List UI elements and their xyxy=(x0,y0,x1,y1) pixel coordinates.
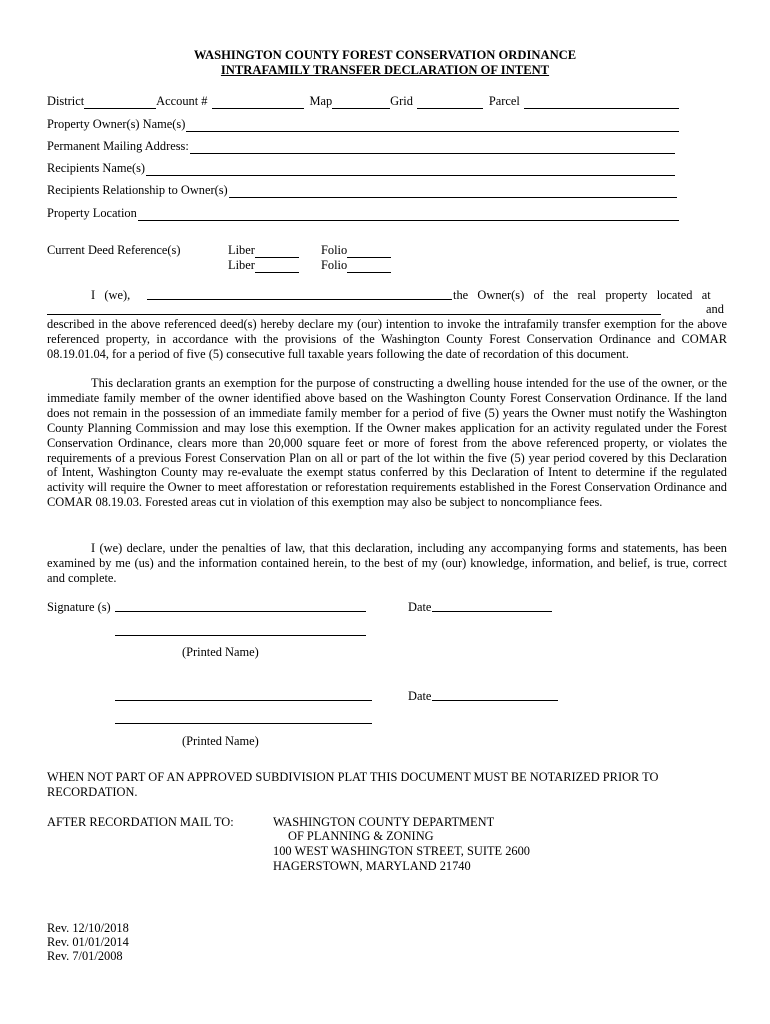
folio-row-1 xyxy=(321,243,391,258)
recipients-relationship-row xyxy=(47,183,677,198)
notarize-notice: WHEN NOT PART OF AN APPROVED SUBDIVISION PLAT THIS DOCUMENT MUST BE NOTARIZED PRIOR TO RECORDATION. xyxy=(47,770,659,799)
mail-line-1: WASHINGTON COUNTY DEPARTMENT xyxy=(273,815,495,829)
date-label-1: Date xyxy=(408,600,432,614)
date-label-2: Date xyxy=(408,689,432,703)
recipients-names-row xyxy=(47,161,675,176)
liber-row-2 xyxy=(228,258,299,273)
parcel-field[interactable] xyxy=(524,96,679,109)
folio-label-2: Folio xyxy=(321,258,348,272)
document-subtitle xyxy=(0,63,770,78)
folio-field-2[interactable] xyxy=(347,260,391,273)
document-subtitle-text: INTRAFAMILY TRANSFER DECLARATION OF INTENT xyxy=(220,63,550,77)
recipients-relationship-field[interactable] xyxy=(229,185,677,198)
folio-field-1[interactable] xyxy=(347,245,391,258)
mail-line-4: HAGERSTOWN, MARYLAND 21740 xyxy=(273,859,471,873)
printed-name-field-2[interactable] xyxy=(115,723,372,724)
owners-located-text: the Owner(s) of the real property located at xyxy=(453,288,711,302)
mail-line-2: OF PLANNING & ZONING xyxy=(288,829,434,843)
mailing-address-row xyxy=(47,139,675,154)
printed-name-label-2: (Printed Name) xyxy=(182,734,259,748)
document-title: WASHINGTON COUNTY FOREST CONSERVATION ORDINANCE xyxy=(193,48,577,62)
parcel-label: Parcel xyxy=(488,94,520,108)
mail-line-3: 100 WEST WASHINGTON STREET, SUITE 2600 xyxy=(273,844,530,858)
recipients-names-label: Recipients Name(s) xyxy=(47,161,146,175)
recipients-names-field[interactable] xyxy=(146,163,675,176)
mailing-address-field[interactable] xyxy=(190,141,675,154)
property-location-field[interactable] xyxy=(138,208,679,221)
property-located-field[interactable] xyxy=(47,314,661,315)
signature-label: Signature (s) xyxy=(47,600,111,614)
i-we-label: I (we), xyxy=(91,288,131,302)
deed-reference-label: Current Deed Reference(s) xyxy=(47,243,181,257)
revision-2: Rev. 01/01/2014 xyxy=(47,935,129,949)
map-field[interactable] xyxy=(332,96,390,109)
parcel-info-row xyxy=(47,94,679,109)
folio-row-2 xyxy=(321,258,391,273)
property-location-row xyxy=(47,206,679,221)
printed-name-field-1[interactable] xyxy=(115,635,366,636)
property-location-label: Property Location xyxy=(47,206,137,220)
mailing-address-label: Permanent Mailing Address: xyxy=(47,139,189,153)
grid-field[interactable] xyxy=(417,96,483,109)
date-field-1[interactable] xyxy=(432,611,552,612)
owner-names-row xyxy=(47,117,679,132)
intro-paragraph: described in the above referenced deed(s) hereby declare my (our) intention to invoke the intrafamily transfer exemption for the above referenced property, in accordance with the provisions of the Washington County Forest Conservation Ordinance and COMAR 08.19.01.04, for a period of five (5) consecutive full taxable years following the date of recordation of this document. xyxy=(47,317,727,361)
signature-field-1[interactable] xyxy=(115,611,366,612)
liber-label-2: Liber xyxy=(228,258,255,272)
signature-field-2[interactable] xyxy=(115,700,372,701)
owner-names-label: Property Owner(s) Name(s) xyxy=(47,117,186,131)
declarant-name-field[interactable] xyxy=(147,299,452,300)
account-label: Account # xyxy=(156,94,208,108)
declaration-paragraph: I (we) declare, under the penalties of law, that this declaration, including any accompanying forms and statements, has been examined by me (us) and the information contained herein, to the best of my (our) knowledge, information, and belief, is true, correct and complete. xyxy=(47,541,727,585)
recipients-relationship-label: Recipients Relationship to Owner(s) xyxy=(47,183,228,197)
mail-to-label: AFTER RECORDATION MAIL TO: xyxy=(47,815,234,829)
liber-label-1: Liber xyxy=(228,243,255,257)
account-field[interactable] xyxy=(212,96,304,109)
revision-3: Rev. 7/01/2008 xyxy=(47,949,123,963)
folio-label-1: Folio xyxy=(321,243,348,257)
liber-field-1[interactable] xyxy=(255,245,299,258)
district-field[interactable] xyxy=(84,96,156,109)
and-text: and xyxy=(706,302,724,316)
map-label: Map xyxy=(309,94,333,108)
liber-row-1 xyxy=(228,243,299,258)
exemption-paragraph: This declaration grants an exemption for the purpose of constructing a dwelling house intended for the use of the owner, or the immediate family member of the owner identified above based on the Washington County Forest Conservation Ordinance. If the land does not remain in the possession of an immediate family member for a period of five (5) years the Owner must notify the Washington County Planning Commission and may lose this exemption. If the Owner makes application for an activity regulated under the Forest Conservation Ordinance, clears more than 20,000 square feet or more of forest from the above referenced property, or violates the requirements of a previous Forest Conservation Plan on all or part of the lot within the five (5) year period covered by this Declaration of Intent, Washington County may re-evaluate the exempt status conferred by this Declaration of Intent to determine if the regulated activity will require the Owner to meet afforestation or reforestation requirements established in the Forest Conservation Ordinance and COMAR 08.19.03. Forested areas cut in violation of this exemption may also be subject to noncompliance fees. xyxy=(47,376,727,510)
district-label: District xyxy=(47,94,85,108)
liber-field-2[interactable] xyxy=(255,260,299,273)
revision-1: Rev. 12/10/2018 xyxy=(47,921,129,935)
date-field-2[interactable] xyxy=(432,700,558,701)
owner-names-field[interactable] xyxy=(186,119,679,132)
printed-name-label-1: (Printed Name) xyxy=(182,645,259,659)
grid-label: Grid xyxy=(390,94,413,108)
